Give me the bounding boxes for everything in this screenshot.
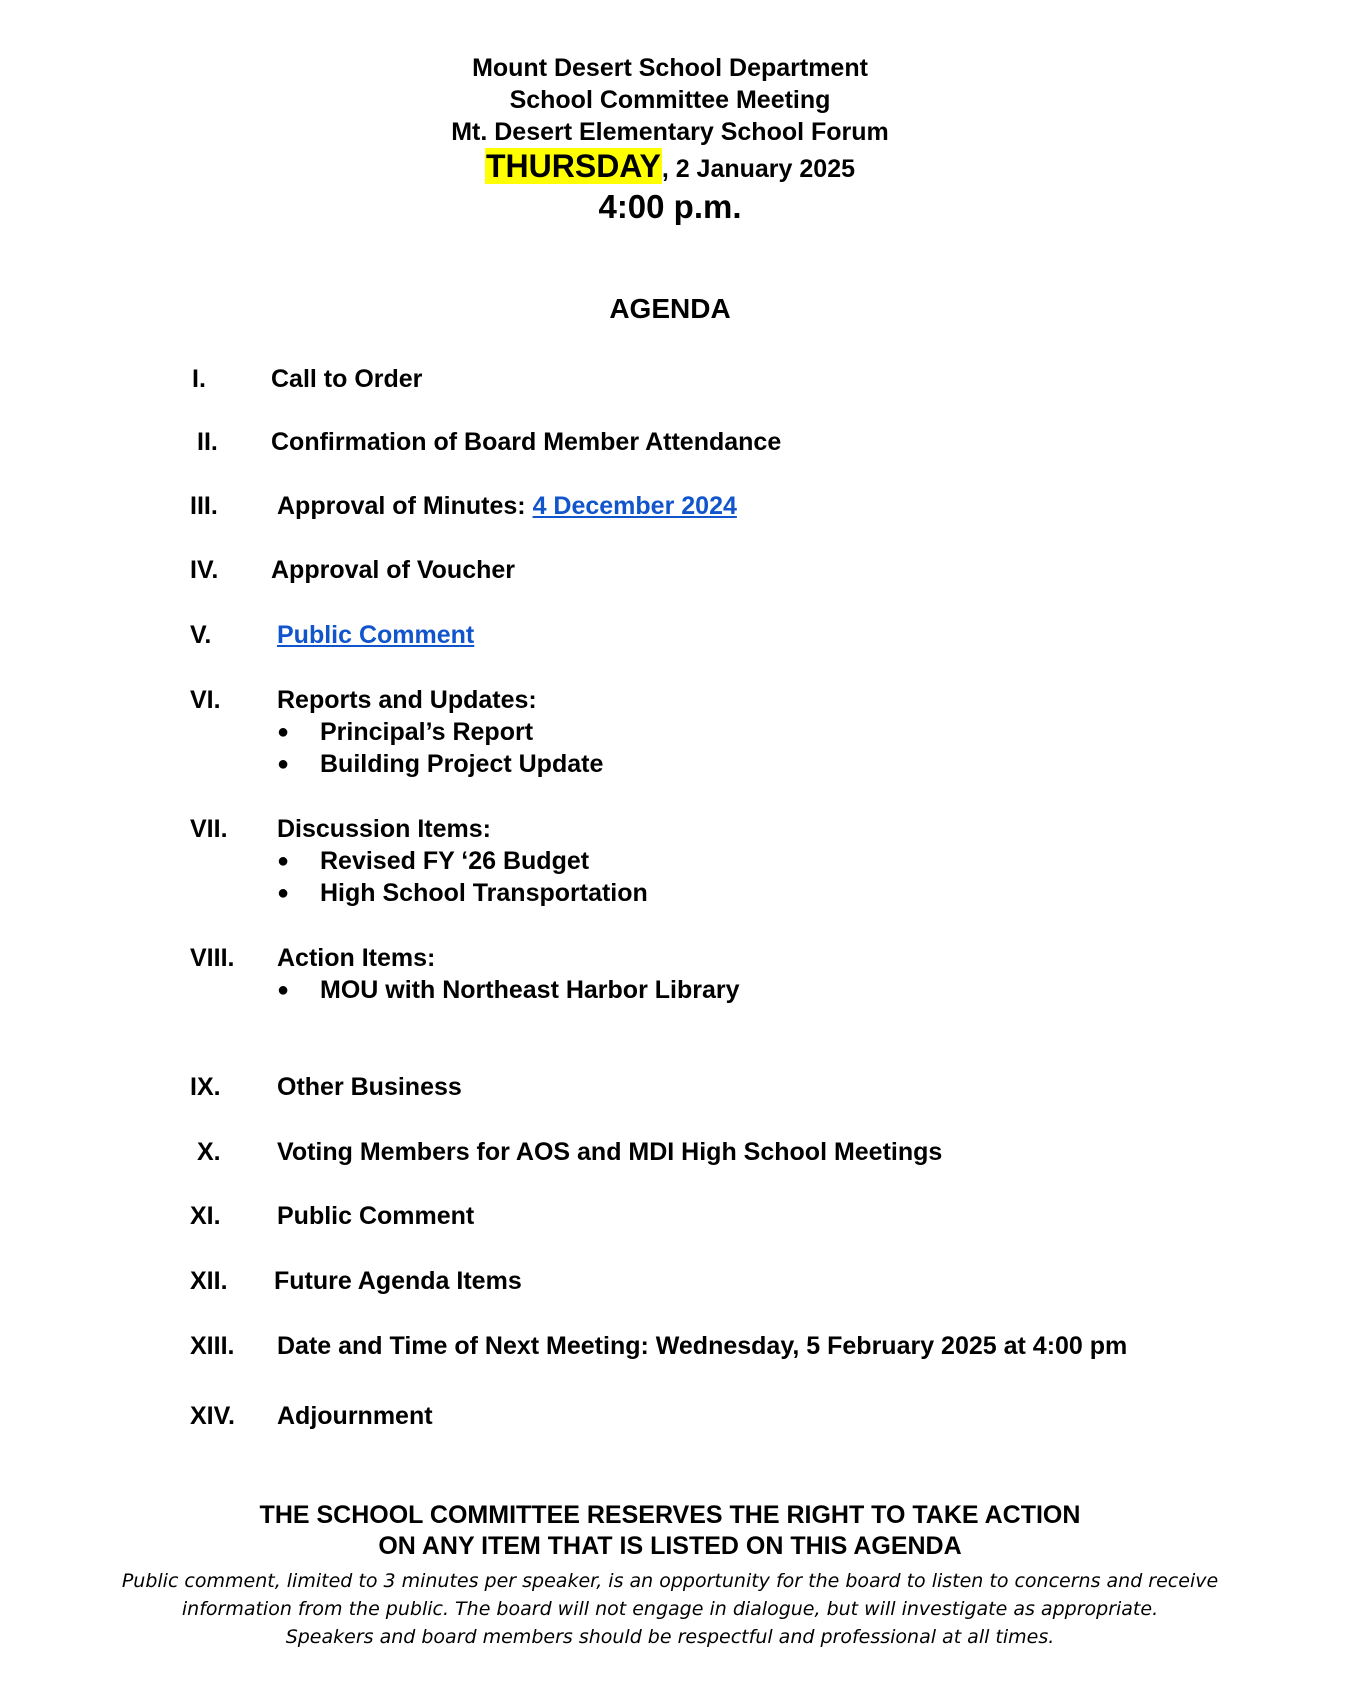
meeting-day-highlight: THURSDAY — [485, 148, 661, 184]
item-number: XIV. — [190, 1402, 235, 1430]
item-label: Date and Time of Next Meeting: Wednesday, 5 February 2025 at 4:00 pm — [277, 1332, 1128, 1360]
item-label: Other Business — [277, 1073, 462, 1101]
item-label: Discussion Items: — [277, 815, 491, 843]
item-number: II. — [197, 428, 218, 456]
item-number: VIII. — [190, 944, 235, 972]
bullet-icon: ● — [277, 721, 290, 743]
sub-item — [277, 877, 648, 909]
item-number: IX. — [190, 1073, 221, 1101]
item-number: X. — [197, 1138, 221, 1166]
department-name: Mount Desert School Department — [472, 54, 868, 82]
sub-item — [277, 716, 533, 748]
item-number: I. — [192, 365, 206, 393]
item-label: Future Agenda Items — [274, 1267, 522, 1295]
item-number: XI. — [190, 1202, 221, 1230]
disclaimer-line: information from the public. The board will not engage in dialogue, but will investigate as appropriate. — [181, 1598, 1159, 1620]
sub-item-label: Building Project Update — [320, 750, 604, 778]
reservation-notice-line: ON ANY ITEM THAT IS LISTED ON THIS AGENDA — [378, 1532, 962, 1560]
bullet-icon: ● — [277, 753, 290, 775]
item-number: VI. — [190, 686, 221, 714]
item-label: Public Comment — [277, 1202, 475, 1230]
reservation-notice-line: THE SCHOOL COMMITTEE RESERVES THE RIGHT TO TAKE ACTION — [259, 1501, 1081, 1529]
item-label-text: Approval of Minutes: — [277, 492, 533, 520]
sub-item-label: MOU with Northeast Harbor Library — [320, 976, 740, 1004]
item-label: Voting Members for AOS and MDI High School Meetings — [277, 1138, 943, 1166]
meeting-date-line — [0, 148, 1340, 187]
item-number: VII. — [190, 815, 228, 843]
disclaimer-line: Public comment, limited to 3 minutes per speaker, is an opportunity for the board to listen to concerns and receive — [121, 1570, 1219, 1592]
bullet-icon: ● — [277, 850, 290, 872]
item-number: V. — [190, 621, 212, 649]
meeting-name: School Committee Meeting — [509, 86, 831, 114]
item-number: XII. — [190, 1267, 228, 1295]
sub-item-label: Principal’s Report — [320, 718, 534, 746]
document-header — [0, 52, 1340, 227]
item-label: Call to Order — [271, 365, 423, 393]
item-label: Action Items: — [277, 944, 436, 972]
disclaimer-line: Speakers and board members should be respectful and professional at all times. — [285, 1626, 1055, 1648]
item-number: IV. — [190, 556, 219, 584]
item-label: Confirmation of Board Member Attendance — [271, 428, 782, 456]
bullet-icon: ● — [277, 882, 290, 904]
meeting-time: 4:00 p.m. — [598, 188, 742, 225]
sub-item — [277, 974, 740, 1006]
item-number: III. — [190, 492, 218, 520]
item-label: Approval of Voucher — [271, 556, 516, 584]
item-number: XIII. — [190, 1332, 235, 1360]
agenda-title: AGENDA — [609, 293, 731, 324]
sub-item — [277, 748, 603, 780]
minutes-link[interactable]: 4 December 2024 — [532, 492, 737, 520]
item-label — [277, 490, 737, 522]
item-label: Adjournment — [277, 1402, 433, 1430]
public-comment-link[interactable]: Public Comment — [277, 621, 475, 649]
sub-item — [277, 845, 589, 877]
meeting-location: Mt. Desert Elementary School Forum — [451, 118, 889, 146]
public-comment-disclaimer — [0, 1567, 1340, 1651]
sub-item-label: Revised FY ‘26 Budget — [320, 847, 590, 875]
bullet-icon: ● — [277, 979, 290, 1001]
meeting-date: , 2 January 2025 — [661, 155, 856, 183]
reservation-notice — [0, 1500, 1340, 1562]
sub-item-label: High School Transportation — [320, 879, 648, 907]
item-label: Reports and Updates: — [277, 686, 537, 714]
